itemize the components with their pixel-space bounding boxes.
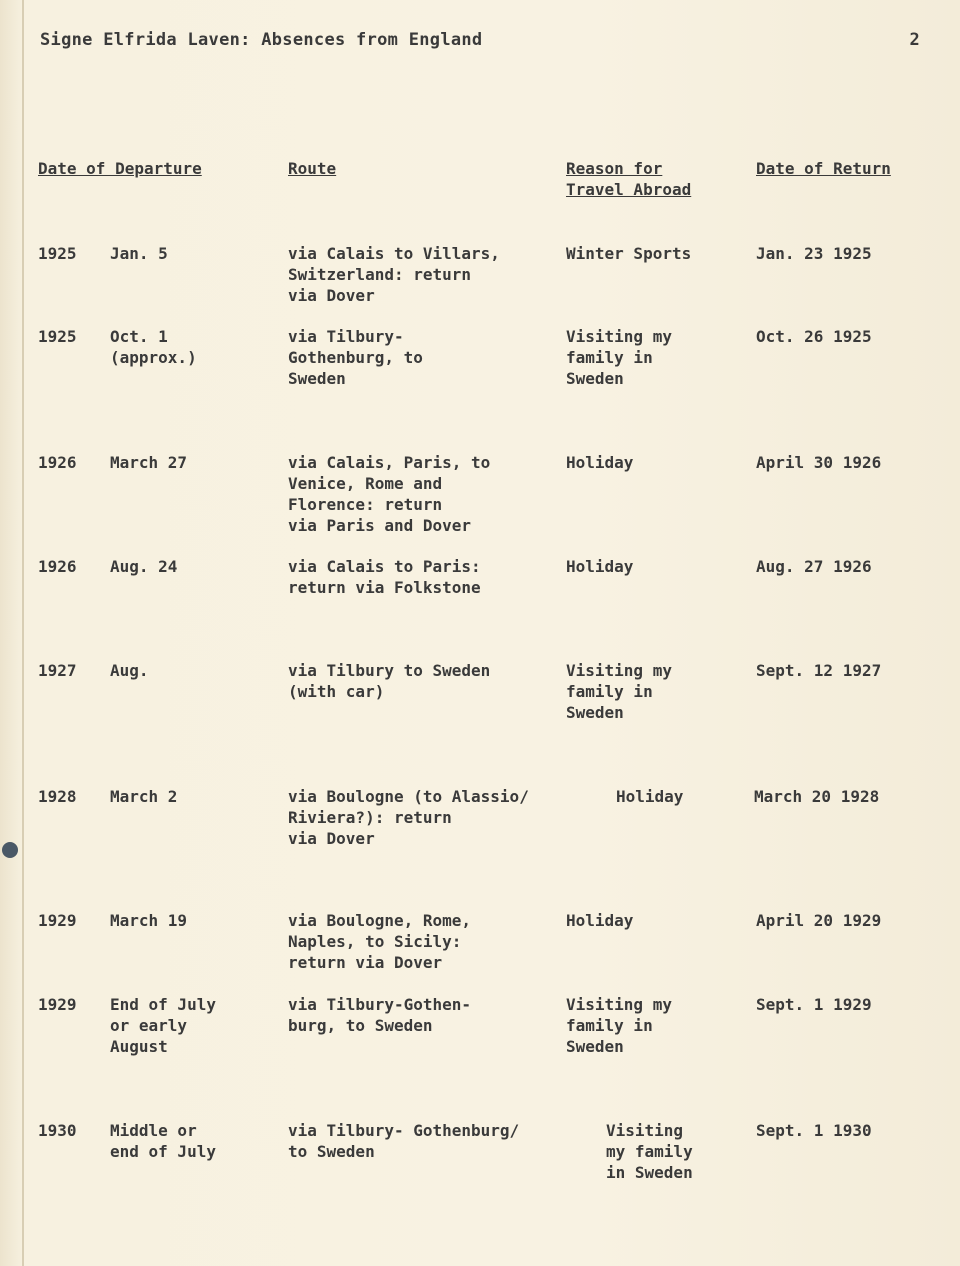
departure-year: 1928: [38, 787, 77, 806]
departure-year: 1929: [38, 995, 77, 1014]
departure-year: 1925: [38, 327, 77, 346]
column-header-route: Route: [288, 159, 337, 178]
reason-cell: Holiday: [566, 453, 634, 472]
reason-cell: Winter Sports: [566, 244, 692, 263]
route-cell: via Tilbury-Gothen- burg, to Sweden: [288, 995, 472, 1035]
document-title: Signe Elfrida Laven: Absences from England: [40, 30, 483, 50]
column-headers: [38, 158, 948, 208]
column-header-return: Date of Return: [756, 159, 891, 178]
page-number: 2: [909, 30, 920, 50]
departure-date: Aug.: [110, 661, 149, 680]
departure-date: Jan. 5: [110, 244, 168, 263]
departure-date: Oct. 1 (approx.): [110, 327, 197, 367]
return-date: Sept. 1 1929: [756, 995, 872, 1014]
route-cell: via Calais, Paris, to Venice, Rome and Florence: return via Paris and Dover: [288, 453, 491, 535]
departure-date: March 19: [110, 911, 188, 930]
reason-cell: Visiting my family in Sweden: [566, 995, 672, 1056]
departure-date: Middle or end of July: [110, 1121, 216, 1161]
route-cell: via Boulogne, Rome, Naples, to Sicily: return via Dover: [288, 911, 472, 972]
departure-year: 1926: [38, 453, 77, 472]
departure-year: 1930: [38, 1121, 77, 1140]
column-header-departure: Date of Departure: [38, 159, 202, 178]
reason-cell: Holiday: [616, 787, 684, 806]
departure-year: 1925: [38, 244, 77, 263]
reason-cell: Visiting my family in Sweden: [566, 327, 672, 388]
departure-date: March 2: [110, 787, 178, 806]
route-cell: via Tilbury- Gothenburg, to Sweden: [288, 327, 423, 388]
route-cell: via Calais to Villars, Switzerland: return via Dover: [288, 244, 500, 305]
route-cell: via Calais to Paris: return via Folkstone: [288, 557, 481, 597]
return-date: Jan. 23 1925: [756, 244, 872, 263]
return-date: March 20 1928: [754, 787, 880, 806]
reason-cell: Visiting my family in Sweden: [606, 1121, 693, 1182]
binding-hole: [2, 842, 18, 858]
return-date: Oct. 26 1925: [756, 327, 872, 346]
departure-year: 1929: [38, 911, 77, 930]
page-header: [40, 30, 920, 60]
route-cell: via Tilbury to Sweden (with car): [288, 661, 491, 701]
reason-cell: Visiting my family in Sweden: [566, 661, 672, 722]
departure-year: 1926: [38, 557, 77, 576]
departure-date: March 27: [110, 453, 188, 472]
return-date: Aug. 27 1926: [756, 557, 872, 576]
return-date: Sept. 1 1930: [756, 1121, 872, 1140]
return-date: April 30 1926: [756, 453, 882, 472]
reason-cell: Holiday: [566, 911, 634, 930]
return-date: April 20 1929: [756, 911, 882, 930]
route-cell: via Boulogne (to Alassio/ Riviera?): return via Dover: [288, 787, 529, 848]
route-cell: via Tilbury- Gothenburg/ to Sweden: [288, 1121, 520, 1161]
departure-date: Aug. 24: [110, 557, 178, 576]
column-header-reason: Reason for Travel Abroad: [566, 159, 692, 199]
departure-year: 1927: [38, 661, 77, 680]
page-edge: [22, 0, 24, 1266]
return-date: Sept. 12 1927: [756, 661, 882, 680]
reason-cell: Holiday: [566, 557, 634, 576]
departure-date: End of July or early August: [110, 995, 216, 1056]
